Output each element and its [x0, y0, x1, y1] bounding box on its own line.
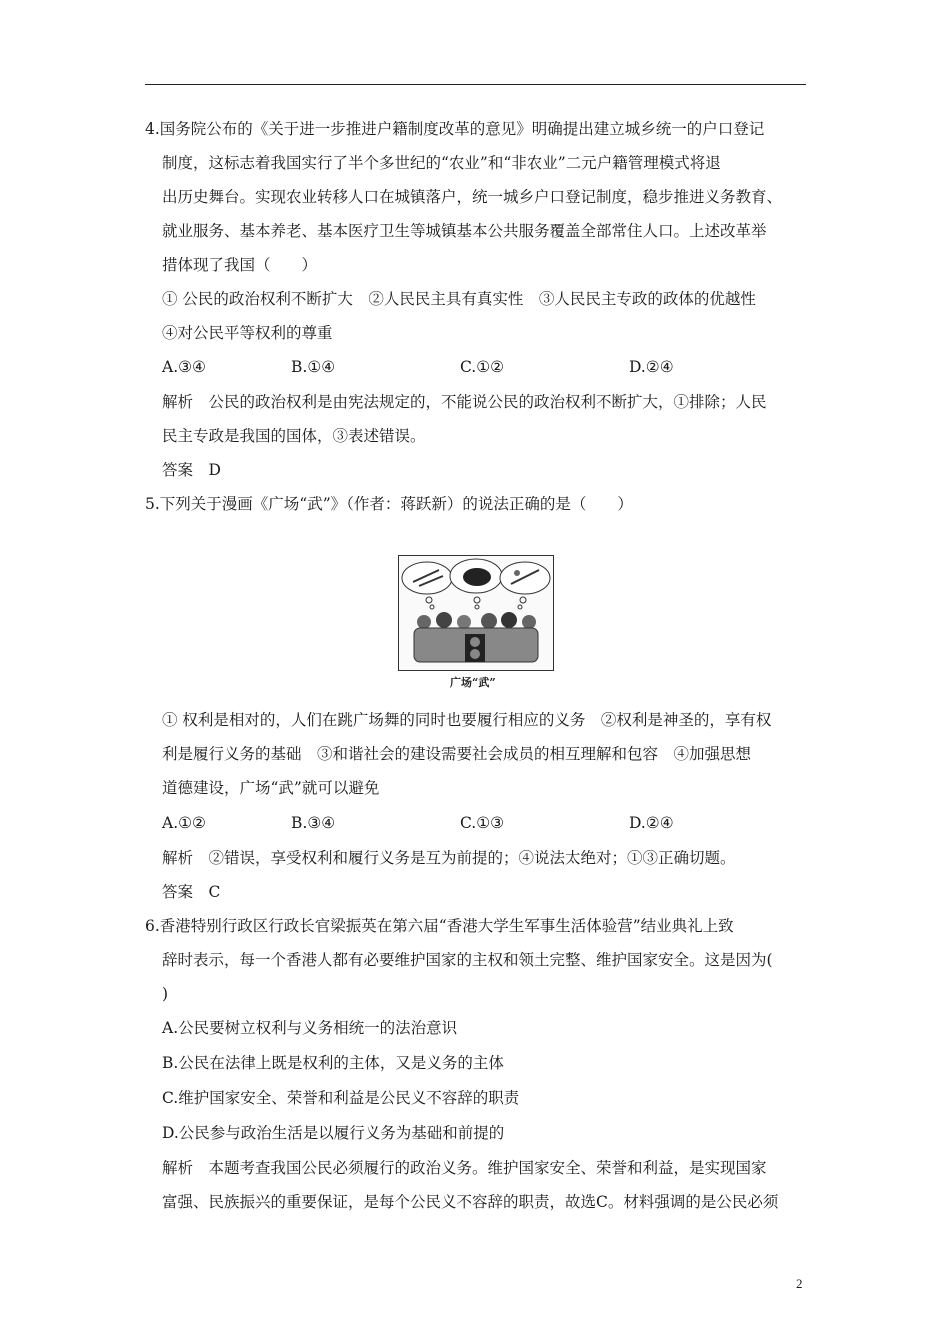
q6-analysis-line-1: 解析 本题考查我国公民必须履行的政治义务。维护国家安全、荣誉和利益，是实现国家: [162, 1159, 767, 1177]
q5-option-a: A.①②: [162, 814, 206, 832]
q6-analysis-line-2: 富强、民族振兴的重要保证，是每个公民义不容辞的职责，故选C。材料强调的是公民必须: [162, 1193, 779, 1211]
q6-option-d: D.公民参与政治生活是以履行义务为基础和前提的: [162, 1124, 505, 1142]
q4-option-c: C.①②: [460, 358, 505, 376]
q4-stem-line-5: 措体现了我国（ ）: [162, 256, 318, 274]
cartoon-figure: [398, 555, 554, 671]
q5-option-b: B.③④: [291, 814, 336, 832]
q4-analysis-line-2: 民主专政是我国的国体，③表述错误。: [162, 427, 426, 445]
q4-option-a: A.③④: [162, 358, 206, 376]
q4-statement-line-1: ① 公民的政治权利不断扩大 ②人民民主具有真实性 ③人民民主专政的政体的优越性: [162, 290, 756, 308]
q5-option-d: D.②④: [629, 814, 674, 832]
q6-stem-line-3: ): [162, 985, 169, 1003]
q4-stem-line-3: 出历史舞台。实现农业转移人口在城镇落户，统一城乡户口登记制度，稳步推进义务教育、: [162, 188, 783, 206]
q6-stem-line-1: 6.香港特别行政区行政长官梁振英在第六届“香港大学生军事生活体验营”结业典礼上致: [145, 917, 734, 935]
q5-option-c: C.①③: [460, 814, 505, 832]
page-number: 2: [796, 1276, 803, 1291]
q4-stem-line-1: 4.国务院公布的《关于进一步推进户籍制度改革的意见》明确提出建立城乡统一的户口登记: [145, 120, 765, 138]
q5-statement-line-2: 利是履行义务的基础 ③和谐社会的建设需要社会成员的相互理解和包容 ④加强思想: [162, 745, 752, 763]
q4-analysis-line-1: 解析 公民的政治权利是由宪法规定的，不能说公民的政治权利不断扩大，①排除；人民: [162, 393, 767, 411]
q4-stem-line-4: 就业服务、基本养老、基本医疗卫生等城镇基本公共服务覆盖全部常住人口。上述改革举: [162, 222, 767, 240]
header-rule: [145, 84, 806, 85]
q6-option-a: A.公民要树立权利与义务相统一的法治意识: [162, 1019, 458, 1037]
q6-option-c: C.维护国家安全、荣誉和利益是公民义不容辞的职责: [162, 1089, 520, 1107]
figure-caption: 广场“武”: [450, 676, 496, 689]
q4-option-b: B.①④: [291, 358, 336, 376]
q4-option-d: D.②④: [629, 358, 674, 376]
cartoon-illustration: [399, 556, 553, 670]
q4-stem-line-2: 制度，这标志着我国实行了半个多世纪的“农业”和“非农业”二元户籍管理模式将退: [162, 154, 721, 172]
q5-statement-line-3: 道德建设，广场“武”就可以避免: [162, 779, 380, 797]
q5-statement-line-1: ① 权利是相对的，人们在跳广场舞的同时也要履行相应的义务 ②权利是神圣的，享有权: [162, 711, 772, 729]
q4-answer: 答案 D: [162, 461, 221, 479]
q5-stem: 5.下列关于漫画《广场“武”》（作者：蒋跃新）的说法正确的是（ ）: [145, 495, 633, 513]
q4-statement-line-2: ④对公民平等权利的尊重: [162, 324, 333, 342]
q5-analysis: 解析 ②错误，享受权利和履行义务是互为前提的；④说法太绝对；①③正确切题。: [162, 849, 736, 867]
q5-answer: 答案 C: [162, 883, 221, 901]
q6-option-b: B.公民在法律上既是权利的主体，又是义务的主体: [162, 1054, 504, 1072]
q6-stem-line-2: 辞时表示，每一个香港人都有必要维护国家的主权和领土完整、维护国家安全。这是因为(: [162, 951, 773, 969]
